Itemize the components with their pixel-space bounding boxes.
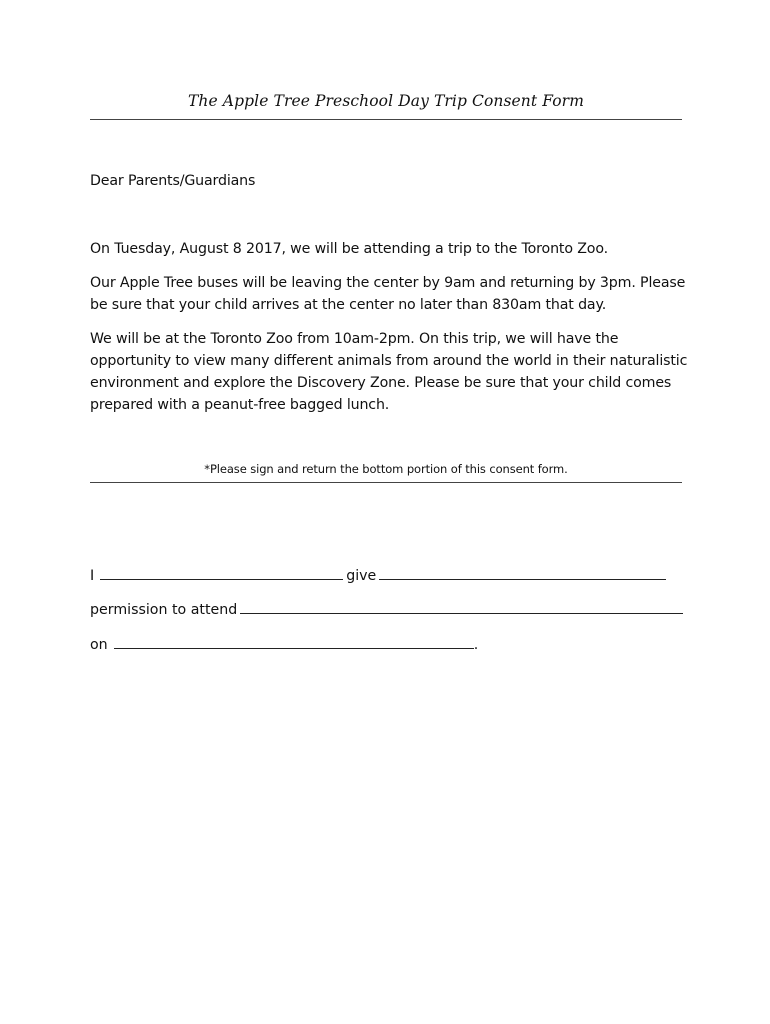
bus-schedule-paragraph: Our Apple Tree buses will be leaving the center by 9am and returning by 3pm. Please be sure that your child arrives at the center no later than 830am that day. <box>90 275 686 313</box>
child-name-field[interactable] <box>379 564 666 580</box>
date-field[interactable] <box>114 633 474 649</box>
form-title: The Apple Tree Preschool Day Trip Consent Form <box>187 92 584 110</box>
title-divider <box>90 119 682 120</box>
trip-details-paragraph: We will be at the Toronto Zoo from 10am-2pm. On this trip, we will have the opportunity to view many different animals from around the world in their naturalistic environment and explore the Discovery Zone. Please be sure that your child comes prepared with a peanut-free bagged lunch. <box>90 331 688 413</box>
consent-prefix-i: I <box>90 568 95 584</box>
event-field[interactable] <box>240 598 683 614</box>
consent-line-event <box>90 598 686 621</box>
consent-line-guardian <box>90 564 669 587</box>
consent-give-label: give <box>346 568 377 584</box>
permission-label: permission to attend <box>90 602 238 618</box>
return-instruction: *Please sign and return the bottom portion of this consent form. <box>204 462 568 476</box>
consent-line-date <box>90 633 478 656</box>
tear-off-divider <box>90 482 682 483</box>
trip-date-paragraph: On Tuesday, August 8 2017, we will be attending a trip to the Toronto Zoo. <box>90 241 608 257</box>
greeting: Dear Parents/Guardians <box>90 173 256 189</box>
on-label: on <box>90 637 108 653</box>
line-end-period: . <box>473 637 479 653</box>
guardian-name-field[interactable] <box>100 564 343 580</box>
